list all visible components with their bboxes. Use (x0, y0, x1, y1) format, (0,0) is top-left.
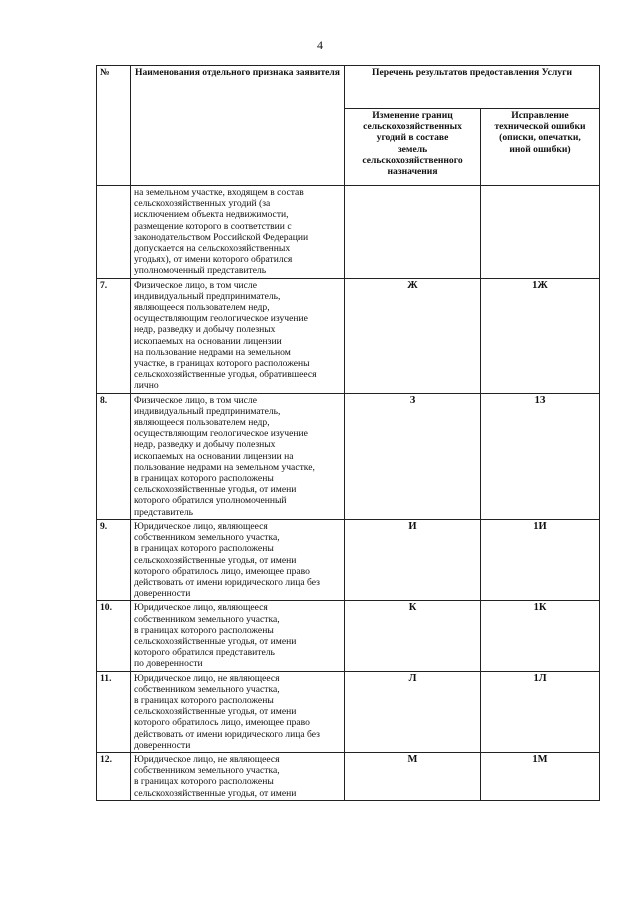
result-code-error: 1Л (481, 671, 600, 752)
attribute-line: пользование недрами на земельном участке, (134, 461, 315, 473)
attribute-line: сельскохозяйственные угодья, от имени (134, 706, 297, 718)
attribute-line: которого обратился представитель (134, 647, 275, 659)
attribute-line: в границах которого расположены (134, 624, 274, 636)
table-row (97, 186, 600, 279)
row-number: 9. (97, 519, 131, 600)
result-code-boundaries: Ж (345, 278, 481, 393)
attribute-line: в границах которого расположены (134, 473, 274, 485)
header-applicant-attribute: Наименования отдельного признака заявителя (131, 66, 345, 186)
attribute-line: индивидуальный предприниматель, (134, 290, 281, 302)
attribute-line: Юридическое лицо, не являющееся (134, 753, 280, 765)
row-number: 7. (97, 278, 131, 393)
applicant-attribute (131, 278, 345, 393)
attribute-line: Физическое лицо, в том числе (134, 394, 257, 406)
result-code-boundaries: И (345, 519, 481, 600)
attribute-line: по доверенности (134, 658, 203, 670)
result-code-error: 1М (481, 752, 600, 800)
attribute-line: Юридическое лицо, являющееся (134, 520, 268, 532)
attribute-line: собственником земельного участка, (134, 683, 280, 695)
attribute-line: сельскохозяйственные угодья, от имени (134, 787, 297, 799)
attribute-line: сельскохозяйственные угодья, обратившееся (134, 369, 317, 381)
attribute-line: действовать от имени юридического лица без (134, 728, 320, 740)
page-number: 4 (317, 38, 323, 52)
applicant-attribute (131, 601, 345, 671)
attribute-line: на земельном участке, входящем в состав (134, 187, 304, 198)
attribute-line: Юридическое лицо, являющееся (134, 602, 268, 614)
attribute-line: законодательством Российской Федерации (134, 231, 309, 243)
header-number: № (97, 66, 131, 186)
header-technical-error: Исправление технической ошибки (описки, опечатки, иной ошибки) (481, 109, 600, 186)
attribute-line: исключением объекта недвижимости, (134, 209, 289, 221)
attribute-line: сельскохозяйственные угодья, от имени (134, 484, 297, 496)
applicant-attribute (131, 186, 345, 279)
attribute-line: собственником земельного участка, (134, 765, 280, 777)
table-row (97, 393, 600, 519)
attribute-line: в границах которого расположены (134, 776, 274, 788)
attribute-line: недр, разведку и добычу полезных (134, 439, 276, 451)
attribute-line: Физическое лицо, в том числе (134, 279, 257, 291)
attribute-line: доверенности (134, 739, 191, 751)
result-code-boundaries: З (345, 393, 481, 519)
attribute-line: которого обратилось лицо, имеющее право (134, 717, 310, 729)
table-row (97, 601, 600, 671)
attribute-line: Юридическое лицо, не являющееся (134, 672, 280, 684)
attribute-line: участке, в границах которого расположены (134, 358, 310, 370)
result-code-error: 1Ж (481, 278, 600, 393)
result-code-boundaries (345, 186, 481, 279)
result-code-boundaries: М (345, 752, 481, 800)
attribute-line: лично (134, 380, 159, 392)
table-body (97, 186, 600, 801)
attribute-line: сельскохозяйственные угодья, от имени (134, 635, 297, 647)
result-code-error: 1К (481, 601, 600, 671)
row-number (97, 186, 131, 279)
attribute-line: которого обратился уполномоченный (134, 495, 287, 507)
attribute-line: недр, разведку и добычу полезных (134, 324, 276, 336)
result-code-error: 1И (481, 519, 600, 600)
attribute-line: размещение которого в соответствии с (134, 220, 292, 232)
applicant-attribute (131, 752, 345, 800)
attribute-line: допускается на сельскохозяйственных (134, 243, 291, 255)
applicant-attribute (131, 393, 345, 519)
attribute-line: в границах которого расположены (134, 694, 274, 706)
attribute-line: ископаемых на основании лицензии (134, 335, 282, 347)
attribute-line: являющееся пользователем недр, (134, 417, 270, 429)
attribute-line: уполномоченный представитель (134, 265, 267, 277)
result-code-boundaries: Л (345, 671, 481, 752)
attribute-line: в границах которого расположены (134, 543, 274, 555)
attribute-line: которого обратилось лицо, имеющее право (134, 565, 310, 577)
attribute-line: ископаемых на основании лицензии на (134, 450, 294, 462)
attribute-line: сельскохозяйственные угодья, от имени (134, 554, 297, 566)
row-number: 11. (97, 671, 131, 752)
table-row (97, 278, 600, 393)
header-boundaries-change: Изменение границ сельскохозяйственных угодий в составе земель сельскохозяйственного назначения (345, 109, 481, 186)
applicant-attribute (131, 519, 345, 600)
attribute-line: сельскохозяйственных угодий (за (134, 198, 271, 210)
attribute-line: являющееся пользователем недр, (134, 302, 270, 314)
attribute-line: представитель (134, 506, 194, 518)
attribute-line: осуществляющим геологическое изучение (134, 428, 308, 440)
attribute-line: собственником земельного участка, (134, 613, 280, 625)
table-row (97, 519, 600, 600)
header-results-group: Перечень результатов предоставления Услуги (345, 66, 600, 109)
result-code-boundaries: К (345, 601, 481, 671)
attribute-line: собственником земельного участка, (134, 532, 280, 544)
attribute-line: угодьях), от имени которого обратился (134, 254, 293, 266)
table-row (97, 671, 600, 752)
row-number: 10. (97, 601, 131, 671)
table-row (97, 752, 600, 800)
results-table (96, 65, 600, 801)
attribute-line: действовать от имени юридического лица без (134, 576, 320, 588)
attribute-line: доверенности (134, 588, 191, 600)
row-number: 12. (97, 752, 131, 800)
applicant-attribute (131, 671, 345, 752)
row-number: 8. (97, 393, 131, 519)
result-code-error: 1З (481, 393, 600, 519)
attribute-line: индивидуальный предприниматель, (134, 405, 281, 417)
attribute-line: на пользование недрами на земельном (134, 346, 291, 358)
result-code-error (481, 186, 600, 279)
attribute-line: осуществляющим геологическое изучение (134, 313, 308, 325)
